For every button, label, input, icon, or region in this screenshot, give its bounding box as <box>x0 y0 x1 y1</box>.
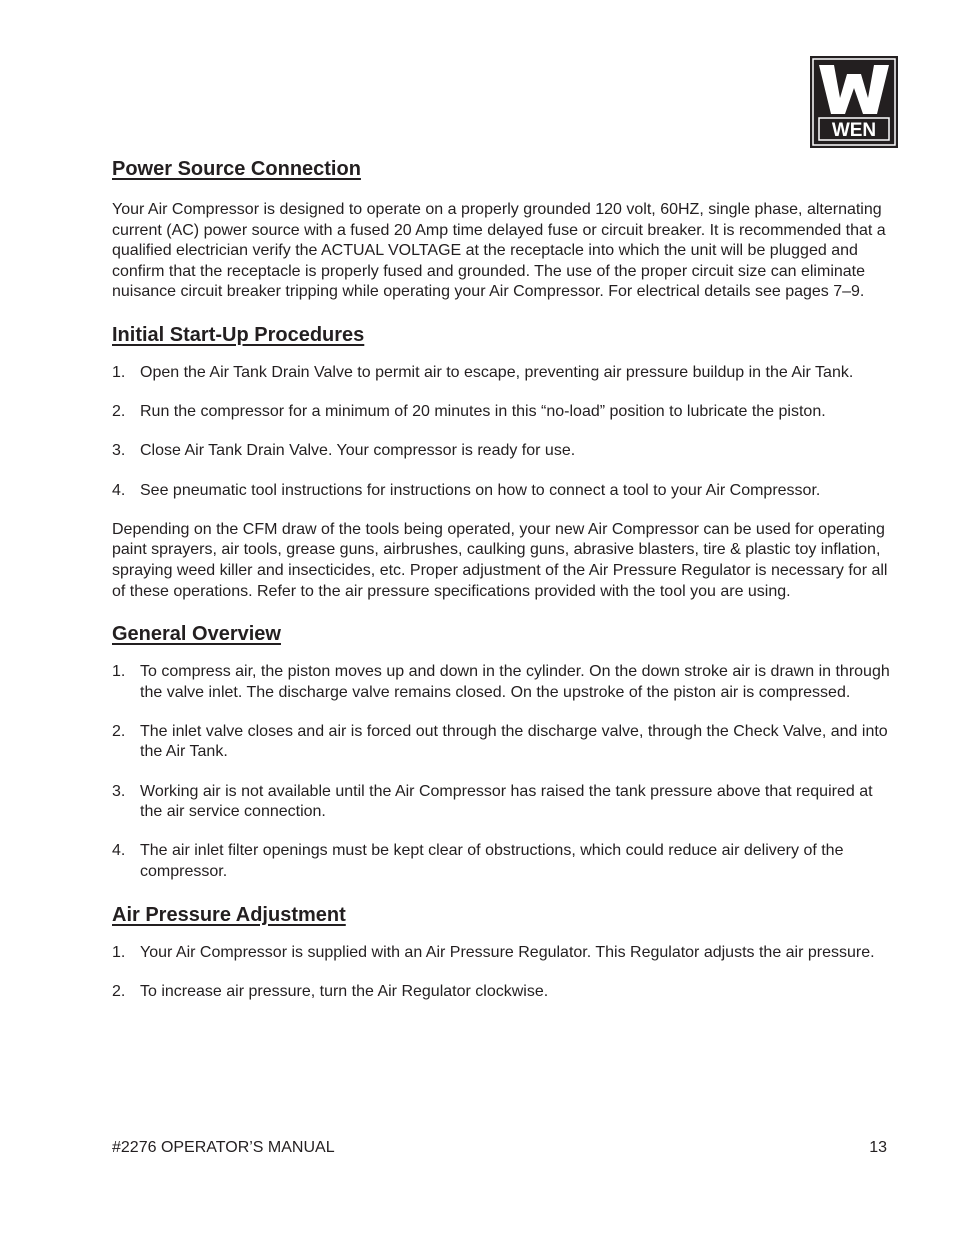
list-text: See pneumatic tool instructions for instructions on how to connect a tool to your Air Compressor. <box>140 481 821 499</box>
list-text: To increase air pressure, turn the Air Regulator clockwise. <box>140 982 549 1000</box>
list-number: 3. <box>112 442 126 460</box>
list-text: Working air is not available until the Air Compressor has raised the tank pressure above that required at the air service connection. <box>140 782 873 821</box>
list-item <box>112 441 898 462</box>
list-item <box>112 982 898 1003</box>
list-number: 3. <box>112 782 126 800</box>
wen-logo <box>810 56 898 148</box>
list-text: Close Air Tank Drain Valve. Your compressor is ready for use. <box>140 442 576 460</box>
list-number: 1. <box>112 363 126 381</box>
list-number: 4. <box>112 842 126 860</box>
heading-general-overview: General Overview <box>112 623 281 646</box>
list-number: 2. <box>112 403 126 421</box>
list-text: Open the Air Tank Drain Valve to permit air to escape, preventing air pressure buildup in the Air Tank. <box>140 363 854 381</box>
list-item <box>112 662 898 703</box>
list-number: 1. <box>112 943 126 961</box>
startup-paragraph: Depending on the CFM draw of the tools being operated, your new Air Compressor can be used for operating paint sprayers, air tools, grease guns, airbrushes, caulking guns, abrasive blasters, tire & plastic toy inflation, spraying weed killer and insecticides, etc. Proper adjustment of the Air Pressure Regulator is necessary for all of these operations. Refer to the air pressure specifications provided with the tool you are using. <box>112 520 888 600</box>
list-text: The air inlet filter openings must be kept clear of obstructions, which could reduce air delivery of the compressor. <box>140 842 844 881</box>
list-text: Your Air Compressor is supplied with an Air Pressure Regulator. This Regulator adjusts the air pressure. <box>140 943 875 961</box>
main-content <box>112 156 898 1002</box>
list-item <box>112 782 898 823</box>
footer-page-number: 13 <box>869 1139 887 1156</box>
overview-list <box>112 662 898 883</box>
list-item <box>112 943 898 964</box>
list-number: 4. <box>112 481 126 499</box>
list-number: 2. <box>112 982 126 1000</box>
list-item <box>112 402 898 423</box>
air-pressure-list <box>112 943 898 1003</box>
wen-logo-icon <box>810 56 898 148</box>
list-text: The inlet valve closes and air is forced out through the discharge valve, through the Check Valve, and into the Air Tank. <box>140 722 888 761</box>
power-source-paragraph: Your Air Compressor is designed to operate on a properly grounded 120 volt, 60HZ, single phase, alternating current (AC) power source with a fused 20 Amp time delayed fuse or circuit breaker. It is recommended that a qualified electrician verify the ACTUAL VOLTAGE at the receptacle into which the unit will be plugged and confirm that the receptacle is properly fused and grounded. The use of the proper circuit size can eliminate nuisance circuit breaker tripping while operating your Air Compressor. For electrical details see pages 7–9. <box>112 201 886 301</box>
list-text: Run the compressor for a minimum of 20 minutes in this “no-load” position to lubricate the piston. <box>140 403 826 421</box>
footer-manual-title: #2276 OPERATOR’S MANUAL <box>112 1139 335 1156</box>
heading-power-source: Power Source Connection <box>112 158 361 180</box>
startup-list <box>112 363 898 501</box>
list-item <box>112 841 898 882</box>
list-item <box>112 722 898 763</box>
logo-text: WEN <box>831 120 877 141</box>
list-item <box>112 363 898 384</box>
list-number: 1. <box>112 663 126 681</box>
list-item <box>112 481 898 502</box>
heading-initial-startup: Initial Start-Up Procedures <box>112 323 365 346</box>
heading-air-pressure: Air Pressure Adjustment <box>112 903 346 926</box>
list-text: To compress air, the piston moves up and down in the cylinder. On the down stroke air is drawn in through the valve inlet. The discharge valve remains closed. On the upstroke of the piston air is compressed. <box>140 663 890 701</box>
list-number: 2. <box>112 722 126 740</box>
